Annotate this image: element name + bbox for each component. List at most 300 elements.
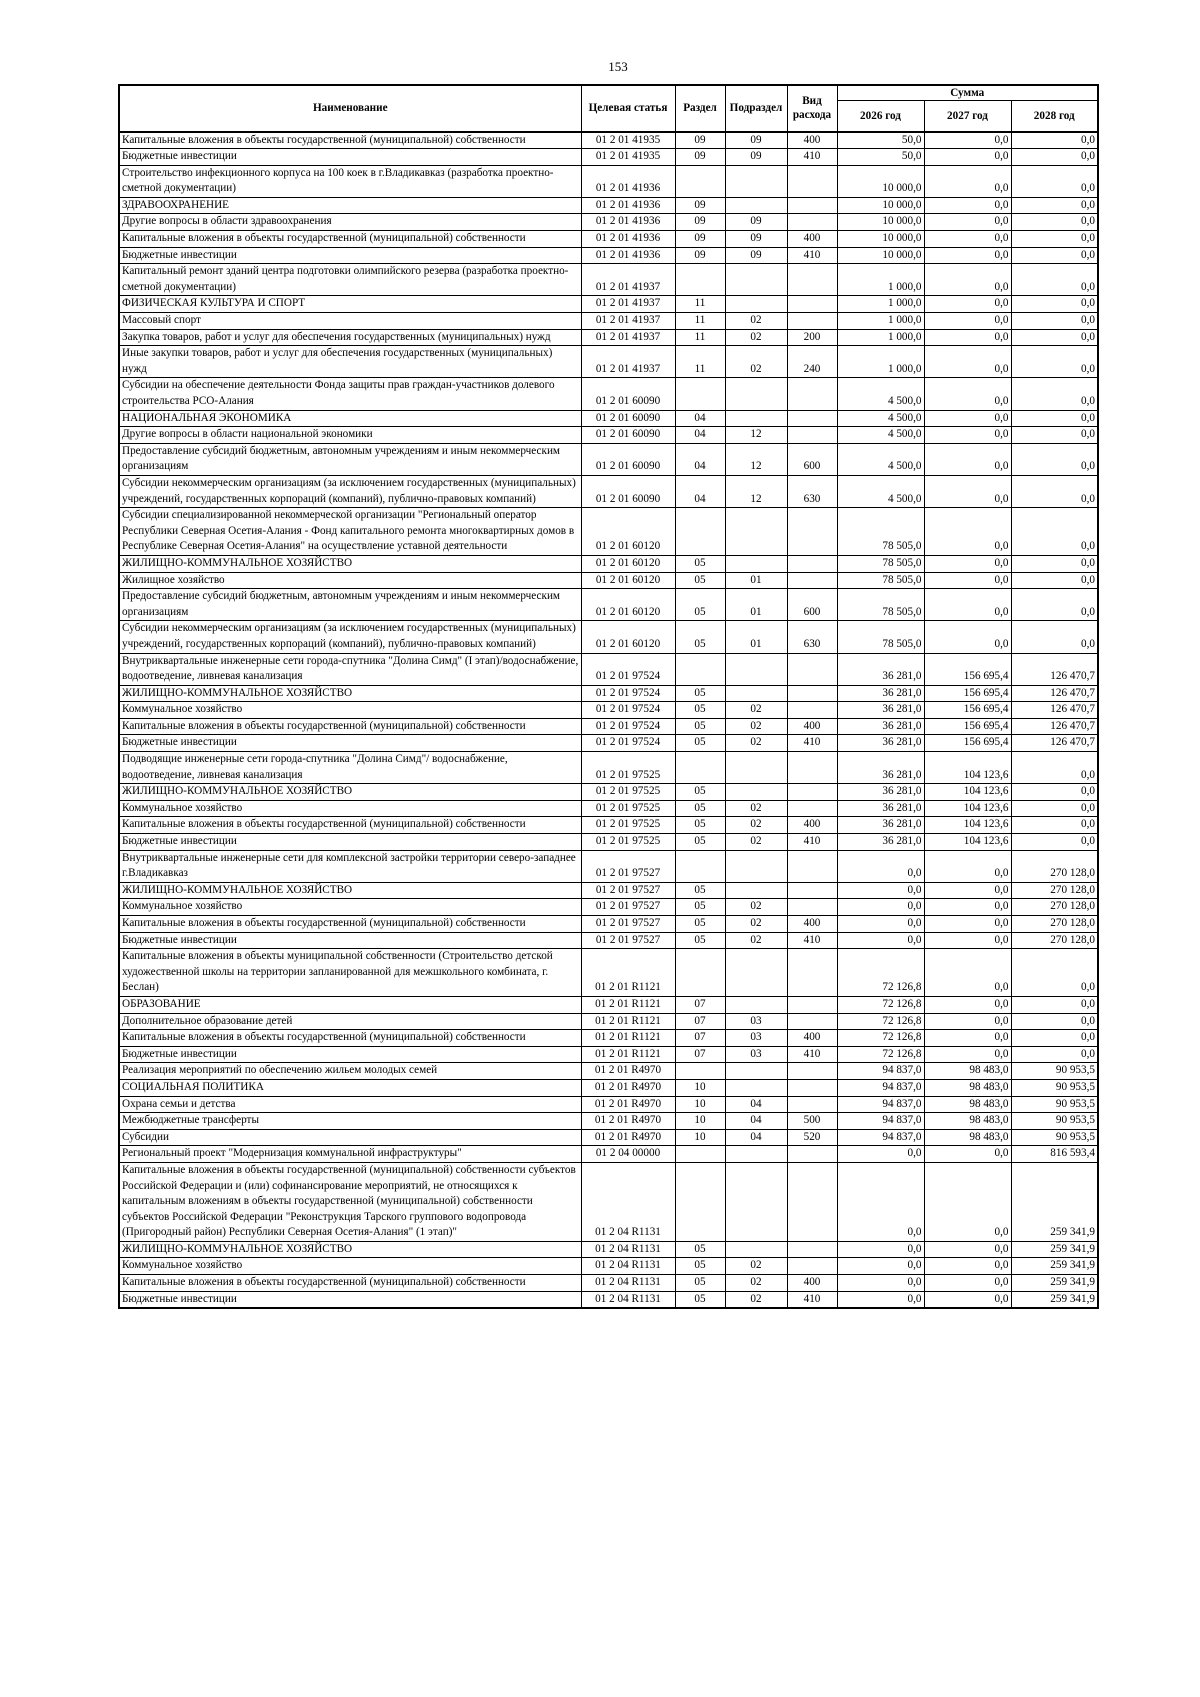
- row-expense-type: 240: [787, 346, 837, 378]
- row-sum-2027: 0,0: [924, 149, 1011, 166]
- row-target-code: 01 2 01 R1121: [581, 1013, 675, 1030]
- table-row: [119, 685, 1098, 702]
- row-sum-2027: 0,0: [924, 427, 1011, 444]
- table-row: [119, 1079, 1098, 1096]
- table-row: [119, 149, 1098, 166]
- row-section: 05: [675, 1258, 725, 1275]
- row-sum-2026: 1 000,0: [837, 264, 924, 296]
- row-section: [675, 1162, 725, 1241]
- row-sum-2027: 0,0: [924, 313, 1011, 330]
- row-subsection: 09: [725, 214, 787, 231]
- table-row: [119, 165, 1098, 197]
- row-target-code: 01 2 01 60090: [581, 427, 675, 444]
- row-sum-2026: 94 837,0: [837, 1063, 924, 1080]
- row-section: 05: [675, 718, 725, 735]
- row-expense-type: [787, 653, 837, 685]
- row-expense-type: [787, 784, 837, 801]
- row-expense-type: [787, 1146, 837, 1163]
- row-sum-2028: 0,0: [1011, 784, 1098, 801]
- row-target-code: 01 2 01 97527: [581, 882, 675, 899]
- row-target-code: 01 2 01 60090: [581, 475, 675, 507]
- row-expense-type: 520: [787, 1129, 837, 1146]
- row-section: 07: [675, 1046, 725, 1063]
- table-row: [119, 834, 1098, 851]
- row-section: [675, 850, 725, 882]
- row-sum-2026: 0,0: [837, 1275, 924, 1292]
- row-sum-2027: 156 695,4: [924, 702, 1011, 719]
- row-section: 10: [675, 1079, 725, 1096]
- row-target-code: 01 2 01 60090: [581, 443, 675, 475]
- row-sum-2027: 0,0: [924, 1146, 1011, 1163]
- header-year-2027: 2027 год: [924, 101, 1011, 132]
- row-name: Субсидии некоммерческим организациям (за исключением государственных (муниципальных) учреждений, государственных корпораций (компаний), публично-правовых компаний): [119, 621, 581, 653]
- row-sum-2028: 270 128,0: [1011, 916, 1098, 933]
- row-name: Коммунальное хозяйство: [119, 1258, 581, 1275]
- row-sum-2026: 0,0: [837, 1162, 924, 1241]
- row-subsection: [725, 410, 787, 427]
- row-sum-2027: 0,0: [924, 296, 1011, 313]
- row-section: 11: [675, 296, 725, 313]
- row-sum-2027: 104 123,6: [924, 817, 1011, 834]
- table-row: [119, 329, 1098, 346]
- row-sum-2028: 259 341,9: [1011, 1241, 1098, 1258]
- row-sum-2026: 1 000,0: [837, 346, 924, 378]
- row-section: [675, 752, 725, 784]
- row-expense-type: [787, 214, 837, 231]
- row-target-code: 01 2 01 97527: [581, 899, 675, 916]
- row-sum-2026: 78 505,0: [837, 621, 924, 653]
- row-target-code: 01 2 01 97525: [581, 752, 675, 784]
- row-subsection: [725, 197, 787, 214]
- row-expense-type: [787, 1079, 837, 1096]
- row-expense-type: [787, 882, 837, 899]
- row-target-code: 01 2 01 R4970: [581, 1079, 675, 1096]
- row-section: 05: [675, 1291, 725, 1308]
- row-expense-type: 400: [787, 1275, 837, 1292]
- row-sum-2026: 78 505,0: [837, 508, 924, 556]
- row-sum-2027: 0,0: [924, 621, 1011, 653]
- row-subsection: [725, 296, 787, 313]
- row-expense-type: [787, 572, 837, 589]
- row-section: 05: [675, 702, 725, 719]
- row-sum-2028: 270 128,0: [1011, 899, 1098, 916]
- row-sum-2027: 0,0: [924, 443, 1011, 475]
- row-sum-2026: 0,0: [837, 1241, 924, 1258]
- row-subsection: [725, 1079, 787, 1096]
- row-sum-2026: 10 000,0: [837, 231, 924, 248]
- row-name: ЗДРАВООХРАНЕНИЕ: [119, 197, 581, 214]
- row-target-code: 01 2 04 R1131: [581, 1275, 675, 1292]
- row-name: ЖИЛИЩНО-КОММУНАЛЬНОЕ ХОЗЯЙСТВО: [119, 685, 581, 702]
- row-sum-2027: 0,0: [924, 1275, 1011, 1292]
- row-target-code: 01 2 01 R1121: [581, 1030, 675, 1047]
- row-target-code: 01 2 01 97525: [581, 817, 675, 834]
- row-target-code: 01 2 01 41937: [581, 313, 675, 330]
- row-sum-2028: 90 953,5: [1011, 1096, 1098, 1113]
- row-subsection: [725, 508, 787, 556]
- row-subsection: [725, 949, 787, 997]
- table-row: [119, 264, 1098, 296]
- row-name: Охрана семьи и детства: [119, 1096, 581, 1113]
- row-name: Субсидии специализированной некоммерческой организации "Региональный оператор Республики Северная Осетия-Алания - Фонд капитального ремонта многоквартирных домов в Республике Северная Осетия-Алания" на осуществление уставной деятельности: [119, 508, 581, 556]
- row-target-code: 01 2 01 41935: [581, 132, 675, 149]
- row-sum-2027: 0,0: [924, 1162, 1011, 1241]
- row-sum-2028: 0,0: [1011, 329, 1098, 346]
- row-sum-2027: 0,0: [924, 214, 1011, 231]
- row-section: 05: [675, 899, 725, 916]
- row-sum-2026: 36 281,0: [837, 784, 924, 801]
- row-subsection: [725, 653, 787, 685]
- row-subsection: [725, 1162, 787, 1241]
- row-name: ЖИЛИЩНО-КОММУНАЛЬНОЕ ХОЗЯЙСТВО: [119, 1241, 581, 1258]
- row-sum-2026: 50,0: [837, 132, 924, 149]
- row-sum-2028: 126 470,7: [1011, 685, 1098, 702]
- row-name: ЖИЛИЩНО-КОММУНАЛЬНОЕ ХОЗЯЙСТВО: [119, 784, 581, 801]
- row-subsection: 02: [725, 346, 787, 378]
- row-target-code: 01 2 01 R4970: [581, 1113, 675, 1130]
- row-subsection: 12: [725, 427, 787, 444]
- row-expense-type: [787, 752, 837, 784]
- row-subsection: 09: [725, 132, 787, 149]
- row-subsection: 03: [725, 1046, 787, 1063]
- row-expense-type: 410: [787, 1046, 837, 1063]
- row-target-code: 01 2 01 97527: [581, 916, 675, 933]
- row-sum-2026: 0,0: [837, 916, 924, 933]
- table-row: [119, 443, 1098, 475]
- row-sum-2028: 0,0: [1011, 296, 1098, 313]
- row-sum-2028: 0,0: [1011, 149, 1098, 166]
- row-sum-2026: 0,0: [837, 1291, 924, 1308]
- row-expense-type: [787, 850, 837, 882]
- row-sum-2028: 0,0: [1011, 555, 1098, 572]
- row-target-code: 01 2 04 R1131: [581, 1162, 675, 1241]
- row-section: 09: [675, 247, 725, 264]
- row-name: ФИЗИЧЕСКАЯ КУЛЬТУРА И СПОРТ: [119, 296, 581, 313]
- row-name: Субсидии некоммерческим организациям (за исключением государственных (муниципальных) учреждений, государственных корпораций (компаний), публично-правовых компаний): [119, 475, 581, 507]
- header-section: Раздел: [675, 85, 725, 132]
- row-sum-2026: 4 500,0: [837, 427, 924, 444]
- table-row: [119, 231, 1098, 248]
- row-sum-2027: 156 695,4: [924, 653, 1011, 685]
- row-target-code: 01 2 01 41936: [581, 247, 675, 264]
- row-expense-type: [787, 685, 837, 702]
- row-target-code: 01 2 01 97524: [581, 653, 675, 685]
- row-section: 04: [675, 443, 725, 475]
- row-name: ЖИЛИЩНО-КОММУНАЛЬНОЕ ХОЗЯЙСТВО: [119, 555, 581, 572]
- row-sum-2026: 4 500,0: [837, 443, 924, 475]
- row-expense-type: 600: [787, 589, 837, 621]
- row-sum-2027: 156 695,4: [924, 735, 1011, 752]
- row-sum-2026: 72 126,8: [837, 1013, 924, 1030]
- row-target-code: 01 2 01 97527: [581, 850, 675, 882]
- row-expense-type: [787, 197, 837, 214]
- row-sum-2027: 0,0: [924, 572, 1011, 589]
- row-sum-2026: 1 000,0: [837, 296, 924, 313]
- row-subsection: 04: [725, 1129, 787, 1146]
- row-sum-2028: 0,0: [1011, 752, 1098, 784]
- row-sum-2028: 0,0: [1011, 443, 1098, 475]
- row-section: [675, 949, 725, 997]
- row-sum-2027: 0,0: [924, 996, 1011, 1013]
- table-row: [119, 296, 1098, 313]
- table-row: [119, 916, 1098, 933]
- row-sum-2027: 98 483,0: [924, 1063, 1011, 1080]
- table-row: [119, 475, 1098, 507]
- row-sum-2028: 270 128,0: [1011, 932, 1098, 949]
- row-name: Субсидии на обеспечение деятельности Фонда защиты прав граждан-участников долевого строительства РСО-Алания: [119, 378, 581, 410]
- row-sum-2027: 98 483,0: [924, 1096, 1011, 1113]
- row-expense-type: 410: [787, 149, 837, 166]
- row-sum-2027: 104 123,6: [924, 752, 1011, 784]
- row-sum-2028: 259 341,9: [1011, 1275, 1098, 1292]
- row-sum-2028: 270 128,0: [1011, 882, 1098, 899]
- row-sum-2026: 72 126,8: [837, 1046, 924, 1063]
- row-sum-2026: 0,0: [837, 1146, 924, 1163]
- row-expense-type: [787, 165, 837, 197]
- row-target-code: 01 2 01 60120: [581, 621, 675, 653]
- table-row: [119, 899, 1098, 916]
- row-sum-2027: 0,0: [924, 231, 1011, 248]
- row-name: Капитальные вложения в объекты муниципальной собственности (Строительство детской художественной школы на территории запланированной для межшкольного комбината, г. Беслан): [119, 949, 581, 997]
- row-subsection: 02: [725, 1258, 787, 1275]
- table-row: [119, 882, 1098, 899]
- row-sum-2027: 0,0: [924, 378, 1011, 410]
- row-subsection: 01: [725, 572, 787, 589]
- row-target-code: 01 2 01 41937: [581, 264, 675, 296]
- row-sum-2027: 0,0: [924, 850, 1011, 882]
- row-sum-2027: 0,0: [924, 329, 1011, 346]
- row-subsection: 02: [725, 899, 787, 916]
- header-name: Наименование: [119, 85, 581, 132]
- row-target-code: 01 2 01 60090: [581, 378, 675, 410]
- row-name: Капитальные вложения в объекты государственной (муниципальной) собственности: [119, 916, 581, 933]
- row-subsection: 09: [725, 247, 787, 264]
- row-sum-2026: 36 281,0: [837, 800, 924, 817]
- row-sum-2027: 0,0: [924, 1046, 1011, 1063]
- row-section: [675, 378, 725, 410]
- row-name: Подводящие инженерные сети города-спутника "Долина Симд"/ водоснабжение, водоотведение, ливневая канализация: [119, 752, 581, 784]
- row-target-code: 01 2 04 R1131: [581, 1291, 675, 1308]
- row-section: 04: [675, 475, 725, 507]
- row-subsection: [725, 784, 787, 801]
- row-sum-2026: 50,0: [837, 149, 924, 166]
- row-target-code: 01 2 01 60120: [581, 589, 675, 621]
- row-sum-2026: 10 000,0: [837, 214, 924, 231]
- row-sum-2026: 78 505,0: [837, 589, 924, 621]
- row-name: Другие вопросы в области национальной экономики: [119, 427, 581, 444]
- row-expense-type: 200: [787, 329, 837, 346]
- row-name: Предоставление субсидий бюджетным, автономным учреждениям и иным некоммерческим организациям: [119, 443, 581, 475]
- row-name: Бюджетные инвестиции: [119, 1291, 581, 1308]
- row-section: 05: [675, 817, 725, 834]
- row-name: Массовый спорт: [119, 313, 581, 330]
- row-sum-2028: 0,0: [1011, 313, 1098, 330]
- row-sum-2028: 0,0: [1011, 231, 1098, 248]
- row-sum-2028: 270 128,0: [1011, 850, 1098, 882]
- row-expense-type: 400: [787, 1030, 837, 1047]
- row-name: Жилищное хозяйство: [119, 572, 581, 589]
- table-row: [119, 555, 1098, 572]
- table-row: [119, 718, 1098, 735]
- row-target-code: 01 2 01 97525: [581, 784, 675, 801]
- row-sum-2026: 72 126,8: [837, 1030, 924, 1047]
- row-name: Капитальные вложения в объекты государственной (муниципальной) собственности: [119, 132, 581, 149]
- row-subsection: 12: [725, 475, 787, 507]
- row-sum-2027: 0,0: [924, 264, 1011, 296]
- row-section: 11: [675, 346, 725, 378]
- row-sum-2027: 0,0: [924, 882, 1011, 899]
- table-row: [119, 1046, 1098, 1063]
- row-sum-2026: 36 281,0: [837, 718, 924, 735]
- row-sum-2026: 0,0: [837, 899, 924, 916]
- row-name: Межбюджетные трансферты: [119, 1113, 581, 1130]
- row-sum-2027: 98 483,0: [924, 1079, 1011, 1096]
- row-target-code: 01 2 01 60120: [581, 508, 675, 556]
- table-row: [119, 410, 1098, 427]
- table-body: [119, 132, 1098, 1309]
- row-name: Бюджетные инвестиции: [119, 932, 581, 949]
- row-subsection: 04: [725, 1113, 787, 1130]
- row-sum-2028: 0,0: [1011, 346, 1098, 378]
- row-expense-type: [787, 1162, 837, 1241]
- row-sum-2028: 0,0: [1011, 165, 1098, 197]
- row-sum-2027: 104 123,6: [924, 784, 1011, 801]
- row-section: 09: [675, 231, 725, 248]
- row-target-code: 01 2 01 41936: [581, 165, 675, 197]
- row-subsection: [725, 378, 787, 410]
- row-expense-type: [787, 1063, 837, 1080]
- header-target: Целевая статья: [581, 85, 675, 132]
- row-expense-type: [787, 1013, 837, 1030]
- row-expense-type: [787, 1258, 837, 1275]
- row-sum-2027: 0,0: [924, 555, 1011, 572]
- row-sum-2026: 94 837,0: [837, 1113, 924, 1130]
- table-row: [119, 1291, 1098, 1308]
- row-target-code: 01 2 01 41937: [581, 329, 675, 346]
- row-sum-2026: 36 281,0: [837, 817, 924, 834]
- row-name: Дополнительное образование детей: [119, 1013, 581, 1030]
- row-sum-2028: 0,0: [1011, 197, 1098, 214]
- table-row: [119, 427, 1098, 444]
- row-expense-type: 400: [787, 718, 837, 735]
- row-name: Капитальные вложения в объекты государственной (муниципальной) собственности: [119, 231, 581, 248]
- row-name: НАЦИОНАЛЬНАЯ ЭКОНОМИКА: [119, 410, 581, 427]
- row-sum-2026: 1 000,0: [837, 329, 924, 346]
- row-section: 10: [675, 1129, 725, 1146]
- row-sum-2028: 0,0: [1011, 1046, 1098, 1063]
- row-sum-2026: 10 000,0: [837, 197, 924, 214]
- row-expense-type: [787, 508, 837, 556]
- row-name: Коммунальное хозяйство: [119, 899, 581, 916]
- row-sum-2027: 156 695,4: [924, 685, 1011, 702]
- table-row: [119, 996, 1098, 1013]
- row-target-code: 01 2 01 41937: [581, 296, 675, 313]
- row-expense-type: 410: [787, 932, 837, 949]
- row-section: 11: [675, 329, 725, 346]
- row-sum-2028: 0,0: [1011, 589, 1098, 621]
- row-name: Бюджетные инвестиции: [119, 1046, 581, 1063]
- row-sum-2026: 10 000,0: [837, 165, 924, 197]
- row-name: Внутриквартальные инженерные сети города-спутника "Долина Симд" (I этап)/водоснабжение, водоотведение, ливневая канализация: [119, 653, 581, 685]
- table-row: [119, 752, 1098, 784]
- row-sum-2026: 94 837,0: [837, 1096, 924, 1113]
- row-section: 10: [675, 1096, 725, 1113]
- row-sum-2028: 0,0: [1011, 949, 1098, 997]
- row-section: 07: [675, 996, 725, 1013]
- row-target-code: 01 2 01 41936: [581, 197, 675, 214]
- table-row: [119, 214, 1098, 231]
- table-row: [119, 784, 1098, 801]
- row-expense-type: [787, 410, 837, 427]
- row-expense-type: [787, 296, 837, 313]
- row-target-code: 01 2 01 97524: [581, 685, 675, 702]
- row-expense-type: 410: [787, 834, 837, 851]
- row-sum-2027: 0,0: [924, 1241, 1011, 1258]
- header-year-2028: 2028 год: [1011, 101, 1098, 132]
- row-section: 07: [675, 1013, 725, 1030]
- row-name: Региональный проект "Модернизация коммунальной инфраструктуры": [119, 1146, 581, 1163]
- row-subsection: [725, 850, 787, 882]
- row-target-code: 01 2 01 R4970: [581, 1096, 675, 1113]
- table-row: [119, 817, 1098, 834]
- row-sum-2027: 156 695,4: [924, 718, 1011, 735]
- row-sum-2026: 72 126,8: [837, 949, 924, 997]
- row-subsection: 09: [725, 149, 787, 166]
- row-section: 05: [675, 932, 725, 949]
- row-subsection: 02: [725, 1291, 787, 1308]
- row-target-code: 01 2 01 R4970: [581, 1063, 675, 1080]
- row-sum-2027: 98 483,0: [924, 1129, 1011, 1146]
- row-name: Бюджетные инвестиции: [119, 247, 581, 264]
- row-sum-2028: 126 470,7: [1011, 653, 1098, 685]
- row-sum-2026: 36 281,0: [837, 735, 924, 752]
- row-subsection: [725, 165, 787, 197]
- row-sum-2026: 78 505,0: [837, 572, 924, 589]
- row-sum-2027: 0,0: [924, 1258, 1011, 1275]
- row-target-code: 01 2 01 41935: [581, 149, 675, 166]
- row-sum-2028: 126 470,7: [1011, 735, 1098, 752]
- row-sum-2028: 0,0: [1011, 572, 1098, 589]
- row-sum-2027: 0,0: [924, 1013, 1011, 1030]
- row-expense-type: 410: [787, 247, 837, 264]
- row-subsection: [725, 1146, 787, 1163]
- row-expense-type: [787, 313, 837, 330]
- row-expense-type: [787, 427, 837, 444]
- row-sum-2028: 0,0: [1011, 475, 1098, 507]
- row-name: Другие вопросы в области здравоохранения: [119, 214, 581, 231]
- row-sum-2027: 0,0: [924, 1291, 1011, 1308]
- row-sum-2026: 78 505,0: [837, 555, 924, 572]
- row-sum-2028: 0,0: [1011, 214, 1098, 231]
- table-row: [119, 197, 1098, 214]
- row-name: ЖИЛИЩНО-КОММУНАЛЬНОЕ ХОЗЯЙСТВО: [119, 882, 581, 899]
- table-row: [119, 1030, 1098, 1047]
- row-section: 05: [675, 685, 725, 702]
- row-section: 09: [675, 214, 725, 231]
- row-subsection: [725, 1063, 787, 1080]
- row-expense-type: [787, 899, 837, 916]
- row-target-code: 01 2 01 R1121: [581, 1046, 675, 1063]
- row-sum-2028: 816 593,4: [1011, 1146, 1098, 1163]
- row-target-code: 01 2 01 R4970: [581, 1129, 675, 1146]
- row-name: Капитальные вложения в объекты государственной (муниципальной) собственности: [119, 1030, 581, 1047]
- table-row: [119, 1275, 1098, 1292]
- row-sum-2028: 0,0: [1011, 247, 1098, 264]
- row-sum-2026: 36 281,0: [837, 653, 924, 685]
- header-year-2026: 2026 год: [837, 101, 924, 132]
- row-subsection: 02: [725, 735, 787, 752]
- row-sum-2028: 0,0: [1011, 817, 1098, 834]
